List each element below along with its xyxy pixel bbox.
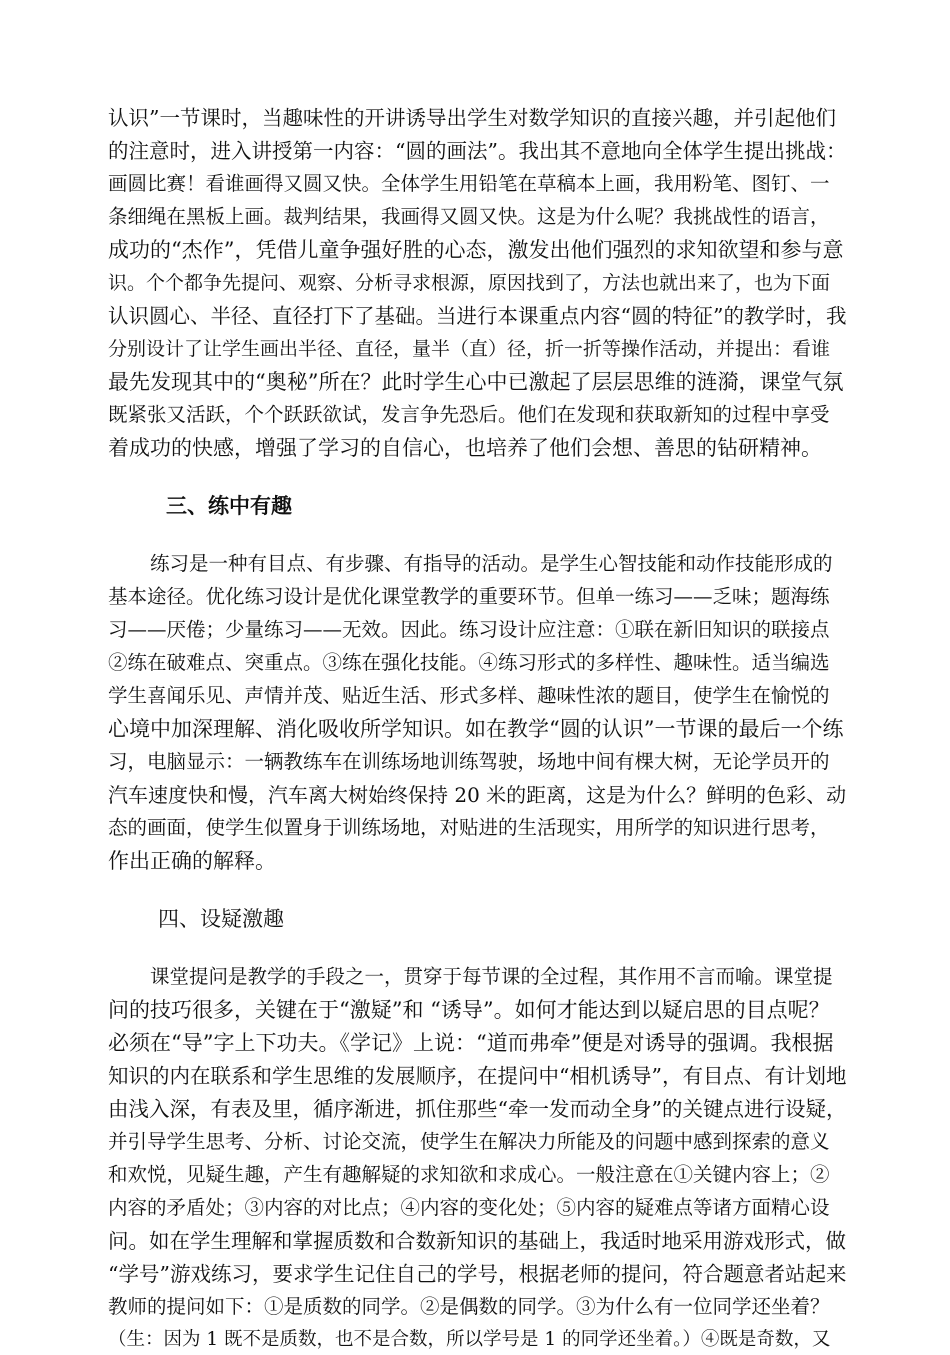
text-line: 内容的矛盾处；③内容的对比点；④内容的变化处；⑤内容的疑难点等诸方面精心设 xyxy=(108,1196,830,1219)
text-line: 的注意时，进入讲授第一内容：“圆的画法”。我出其不意地向全体学生提出挑战： xyxy=(108,139,847,163)
text-line: 问。如在学生理解和掌握质数和合数新知识的基础上，我适时地采用游戏形式，做 xyxy=(108,1229,846,1253)
text-line: 既紧张又活跃，个个跃跃欲试，发言争先恐后。他们在发现和获取新知的过程中享受 xyxy=(108,403,830,426)
text-line: 成功的“杰作”，凭借儿童争强好胜的心态，激发出他们强烈的求知欲望和参与意 xyxy=(108,238,844,262)
text-line: 认识”一节课时，当趣味性的开讲诱导出学生对数学知识的直接兴趣，并引起他们 xyxy=(108,106,836,130)
text-line: 知识的内在联系和学生思维的发展顺序，在提问中“相机诱导”，有目点、有计划地 xyxy=(108,1064,847,1088)
text-line: 心境中加深理解、消化吸收所学知识。如在教学“圆的认识”一节课的最后一个练 xyxy=(108,717,844,741)
text-line: 基本途径。优化练习设计是优化课堂教学的重要环节。但单一练习——乏味；题海练 xyxy=(108,585,830,608)
text-line: 条细绳在黑板上画。裁判结果，我画得又圆又快。这是为什么呢？我挑战性的语言， xyxy=(108,205,830,228)
text-line: 课堂提问是教学的手段之一，贯穿于每节课的全过程，其作用不言而喻。课堂提 xyxy=(150,965,833,988)
text-line: 由浅入深，有表及里，循序渐进，抓住那些“牵一发而动全身”的关键点进行设疑， xyxy=(108,1097,847,1121)
text-line: 画圆比赛！看谁画得又圆又快。全体学生用铅笔在草稿本上画，我用粉笔、图钉、一 xyxy=(108,172,830,195)
text-line: （生：因为 1 既不是质数，也不是合数，所以学号是 1 的同学还坐着。）④既是奇数，又 xyxy=(108,1329,831,1350)
text-line: 并引导学生思考、分析、讨论交流，使学生在解决力所能及的问题中感到探索的意义 xyxy=(108,1130,830,1153)
text-line: 最先发现其中的“奥秘”所在？此时学生心中已激起了层层思维的涟漪，课堂气氛 xyxy=(108,370,844,394)
text-line: 作出正确的解释。 xyxy=(108,849,276,873)
text-line: 练习是一种有目点、有步骤、有指导的活动。是学生心智技能和动作技能形成的 xyxy=(150,552,833,575)
text-line: 分别设计了让学生画出半径、直径，量半（直）径，折一折等操作活动，并提出：看谁 xyxy=(108,338,831,360)
text-line: 认识圆心、半径、直径打下了基础。当进行本课重点内容“圆的特征”的教学时，我 xyxy=(108,304,847,328)
section-heading: 四、设疑激趣 xyxy=(158,907,284,931)
text-line: 着成功的快感，增强了学习的自信心，也培养了他们会想、善思的钻研精神。 xyxy=(108,436,822,460)
text-line: 和欢悦，见疑生趣，产生有趣解疑的求知欲和求成心。一般注意在①关键内容上；② xyxy=(108,1163,830,1186)
text-line: 习，电脑显示：一辆教练车在训练场地训练驾驶，场地中间有棵大树，无论学员开的 xyxy=(108,750,830,773)
text-line: ②练在破难点、突重点。③练在强化技能。④练习形式的多样性、趣味性。适当编选 xyxy=(108,651,830,674)
text-line: 问的技巧很多，关键在于“激疑”和 “诱导”。如何才能达到以疑启思的目点呢？ xyxy=(108,998,830,1022)
section-heading: 三、练中有趣 xyxy=(166,493,292,518)
text-line: 必须在“导”字上下功夫。《学记》上说：“道而弗牵”便是对诱导的强调。我根据 xyxy=(108,1031,834,1055)
text-line: 汽车速度快和慢，汽车离大树始终保持 20 米的距离，这是为什么？鲜明的色彩、动 xyxy=(108,783,847,807)
text-line: 习——厌倦；少量练习——无效。因此。练习设计应注意：①联在新旧知识的联接点 xyxy=(108,618,830,641)
text-line: 教师的提问如下：①是质数的同学。②是偶数的同学。③为什么有一位同学还坐着？ xyxy=(108,1295,830,1318)
text-line: 态的画面，使学生似置身于训练场地，对贴进的生活现实，用所学的知识进行思考， xyxy=(108,816,830,839)
text-line: “学号”游戏练习，要求学生记住自己的学号，根据老师的提问，符合题意者站起来 xyxy=(108,1262,847,1286)
text-line: 识。个个都争先提问、观察、分析寻求根源，原因找到了，方法也就出来了，也为下面 xyxy=(108,272,831,294)
text-line: 学生喜闻乐见、声情并茂、贴近生活、形式多样、趣味性浓的题目，使学生在愉悦的 xyxy=(108,684,830,707)
